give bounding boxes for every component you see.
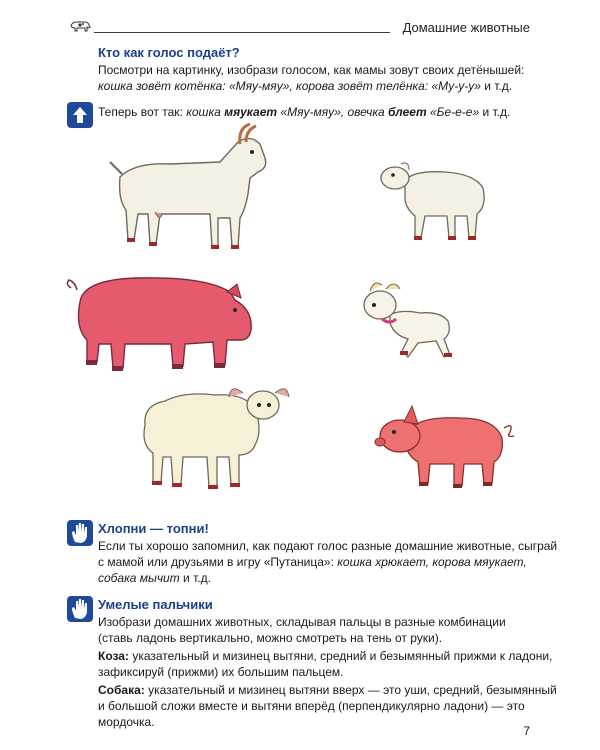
piglet-illustration	[370, 400, 520, 495]
goat-instruction-line2: зафиксируй (прижми) их большим пальцем.	[98, 665, 344, 679]
section3-line2: (ставь ладонь вертикально, можно смотреть на тень от руки).	[98, 631, 443, 645]
hand-icon-2	[67, 596, 93, 622]
page-header	[68, 18, 530, 38]
cow-icon	[68, 18, 92, 36]
pig-illustration	[65, 270, 260, 375]
goat-illustration	[100, 122, 275, 264]
section1-line1: Посмотри на картинку, изобрази голосом, как мамы зовут своих детёнышей:	[98, 63, 525, 77]
header-rule	[94, 32, 390, 33]
dog-instruction-line2: и большой сложи вместе и вытяни вперёд (перпендикулярно ладони) — это	[98, 699, 525, 713]
section2-line3: собака мычит и т.д.	[98, 571, 211, 585]
dog-instruction-line1: Собака: указательный и мизинец вытяни вверх — это уши, средний, безымянный	[98, 683, 557, 697]
section2-line1: Если ты хорошо запомнил, как подают голос разные домашние животные, сыграй	[98, 539, 558, 553]
page-number: 7	[523, 724, 530, 738]
hand-icon	[67, 520, 93, 546]
section-title-clap: Хлопни — топни!	[98, 521, 209, 536]
goat-instruction-line1: Коза: указательный и мизинец вытяни, средний и безымянный прижми к ладони,	[98, 649, 553, 663]
section1-line2: кошка зовёт котёнка: «Мяу-мяу», корова зовёт телёнка: «Му-у-у» и т.д.	[98, 79, 513, 93]
dog-instruction-line3: мордочка.	[98, 715, 155, 729]
kid-illustration	[360, 275, 460, 370]
section-title-fingers: Умелые пальчики	[98, 597, 213, 612]
section3-line1: Изобрази домашних животных, складывая пальцы в разные комбинации	[98, 615, 506, 629]
section-title-voices: Кто как голос подаёт?	[98, 45, 240, 60]
lamb-illustration	[375, 148, 495, 248]
task2-text: Теперь вот так: кошка мяукает «Мяу-мяу», овечка блеет «Бе-е-е» и т.д.	[98, 105, 511, 119]
up-arrow-icon	[67, 102, 93, 128]
sheep-illustration	[135, 375, 295, 495]
header-title: Домашние животные	[402, 20, 530, 35]
section2-line2: с мамой или друзьями в игру «Путаница»: кошка хрюкает, корова мяукает,	[98, 555, 527, 569]
